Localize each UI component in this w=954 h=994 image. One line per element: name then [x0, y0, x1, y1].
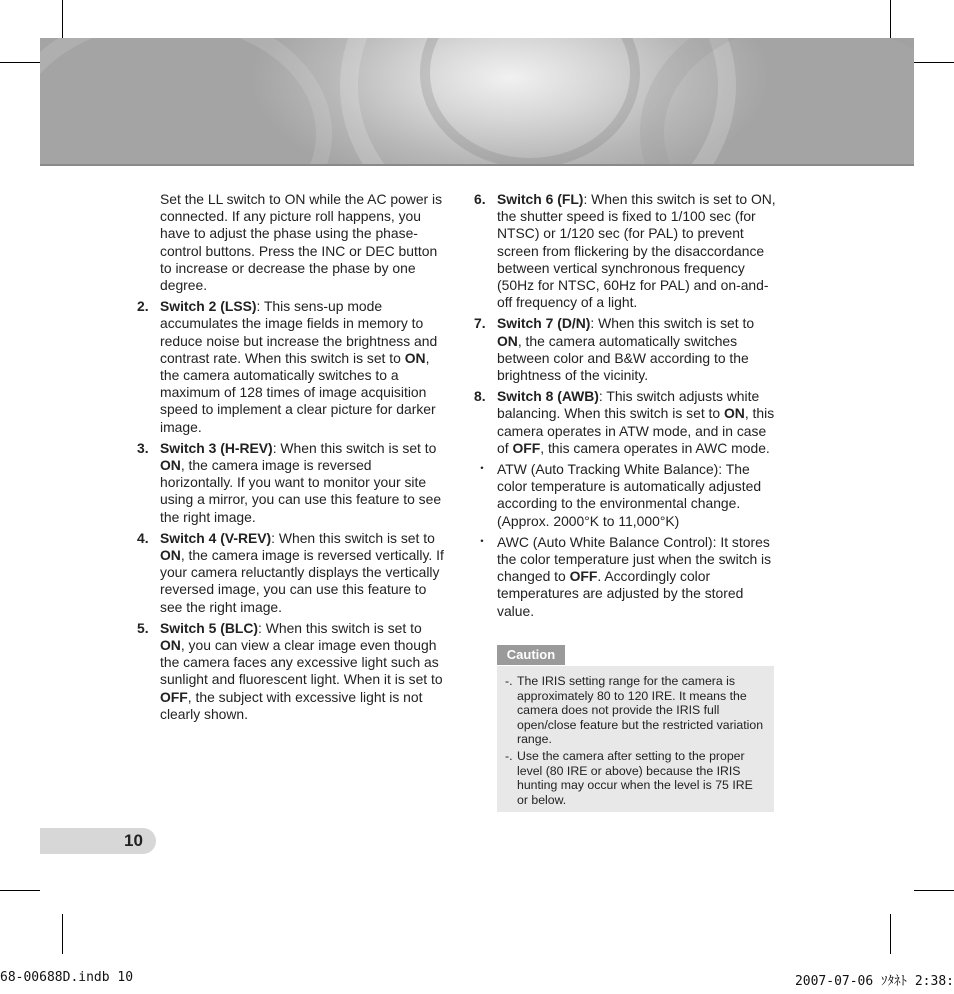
- crop-mark: [0, 890, 40, 891]
- page-number: 10: [124, 831, 143, 850]
- bullet-item: [475, 532, 781, 620]
- caution-note: [505, 674, 764, 747]
- note-mark: -.: [505, 748, 513, 763]
- item-bold: OFF: [512, 439, 541, 456]
- caution-label: Caution: [497, 645, 565, 665]
- item-number: 3.: [137, 439, 149, 456]
- item-text: : This switch adjusts white balancing. When this switch is set to: [497, 388, 760, 422]
- crop-mark: [914, 62, 954, 63]
- left-column: [137, 191, 446, 723]
- right-column: [474, 191, 781, 620]
- item-number: 6.: [474, 191, 486, 207]
- item-title: Switch 3 (H-REV): [160, 439, 273, 456]
- item-number: 2.: [137, 298, 149, 315]
- item-text: , the subject with excessive light is not clearly shown.: [160, 688, 423, 722]
- crop-mark: [890, 914, 891, 954]
- item-bold: ON: [404, 349, 426, 366]
- item-title: Switch 7 (D/N): [497, 315, 591, 332]
- item-text: , you can view a clear image even though the camera faces any excessive light such as sunlight and fluorescent light. When it is set to: [160, 637, 443, 688]
- item-title: Switch 5 (BLC): [160, 619, 259, 636]
- list-item: [137, 529, 446, 616]
- list-item: [137, 439, 446, 526]
- item-number: 5.: [137, 619, 149, 636]
- lens-ring: [640, 38, 914, 166]
- intro-paragraph: Set the LL switch to ON while the AC power is connected. If any picture roll happens, you have to adjust the phase using the phase-control buttons. Press the INC or DEC button to increase or decrease the phase by one degree.: [160, 191, 443, 294]
- item-text: : When this switch is set to ON, the shutter speed is fixed to 1/100 sec (for NTSC) or 1/120 sec (for PAL) to prevent screen from flickering by the disaccordance between vertical synchronous frequency (50Hz for NTSC, 60Hz for PAL) and on-and-off frequency of a light.: [497, 191, 776, 311]
- crop-mark: [62, 914, 63, 954]
- item-text: : When this switch is set to: [590, 315, 755, 332]
- item-text: : This sens-up mode accumulates the image fields in memory to reduce noise but increase the brightness and contrast rate. When this switch is set to: [160, 298, 438, 366]
- list-item: [474, 191, 781, 311]
- note-text: The IRIS setting range for the camera is approximately 80 to 120 IRE. It means the camera does not provide the IRIS full open/close feature but the restricted variation range.: [517, 674, 764, 747]
- note-text: Use the camera after setting to the proper level (80 IRE or above) because the IRIS hunting may occur when the level is 75 IRE or below.: [517, 748, 753, 807]
- bullet-text: AWC (Auto White Balance Control): It stores the color temperature just when the switch is changed to: [497, 533, 772, 585]
- item-text: : When this switch is set to: [272, 439, 437, 456]
- item-text: : When this switch is set to: [258, 619, 422, 636]
- caution-box: [497, 666, 774, 812]
- item-number: 8.: [474, 388, 486, 405]
- footer-timestamp: 2007-07-06 ｿﾀﾈﾄ 2:38:: [794, 974, 954, 989]
- item-text: , the camera image is reversed horizontally. If you want to monitor your site using a mirror, you can use this feature to see the right image.: [160, 457, 442, 525]
- bullet-bold: OFF: [569, 568, 598, 585]
- item-text: , the camera automatically switches to a maximum of 128 times of image acquisition speed to implement a clear picture for darker image.: [160, 349, 436, 435]
- item-text: , the camera automatically switches between color and B&W according to the brightness of the vicinity.: [497, 332, 749, 384]
- bullet-mark: ・: [475, 460, 489, 477]
- item-bold: ON: [724, 405, 745, 422]
- header-banner: [40, 38, 914, 166]
- item-text: : When this switch is set to: [271, 529, 435, 546]
- item-title: Switch 2 (LSS): [160, 298, 257, 315]
- bullet-text: . Accordingly color temperatures are adjusted by the stored value.: [497, 568, 744, 619]
- crop-mark: [890, 0, 891, 38]
- list-item: [137, 619, 446, 723]
- crop-mark: [0, 62, 40, 63]
- item-bold: OFF: [160, 688, 188, 705]
- crop-mark: [914, 890, 954, 891]
- item-bold: ON: [160, 547, 181, 564]
- item-title: Switch 4 (V-REV): [160, 529, 272, 546]
- item-text: , the camera image is reversed vertically. If your camera reluctantly displays the vertically reversed image, you can use this feature to see the right image.: [160, 547, 444, 615]
- item-text: , this camera operates in AWC mode.: [540, 439, 770, 456]
- bullet-text: ATW (Auto Tracking White Balance): The color temperature is automatically adjusted according to the environmental change. (Approx. 2000°K to 11,000°K): [497, 461, 762, 529]
- item-bold: ON: [160, 637, 181, 654]
- bullet-item: [475, 460, 781, 530]
- item-title: Switch 8 (AWB): [497, 388, 599, 405]
- item-text: , this camera operates in ATW mode, and in case of: [497, 405, 775, 456]
- list-item: [137, 298, 446, 436]
- page-number-tab: [40, 828, 156, 854]
- item-bold: ON: [160, 457, 181, 474]
- bullet-mark: ・: [475, 532, 489, 549]
- note-mark: -.: [505, 674, 513, 688]
- item-bold: ON: [497, 332, 518, 349]
- item-number: 4.: [137, 529, 149, 546]
- caution-note: [505, 749, 764, 807]
- item-title: Switch 6 (FL): [497, 191, 584, 207]
- crop-mark: [62, 0, 63, 38]
- list-item: [474, 388, 781, 457]
- item-number: 7.: [474, 315, 486, 332]
- footer-file-info: 68-00688D.indb 10: [0, 970, 134, 985]
- list-item: [474, 315, 781, 384]
- lens-ring: [40, 38, 332, 166]
